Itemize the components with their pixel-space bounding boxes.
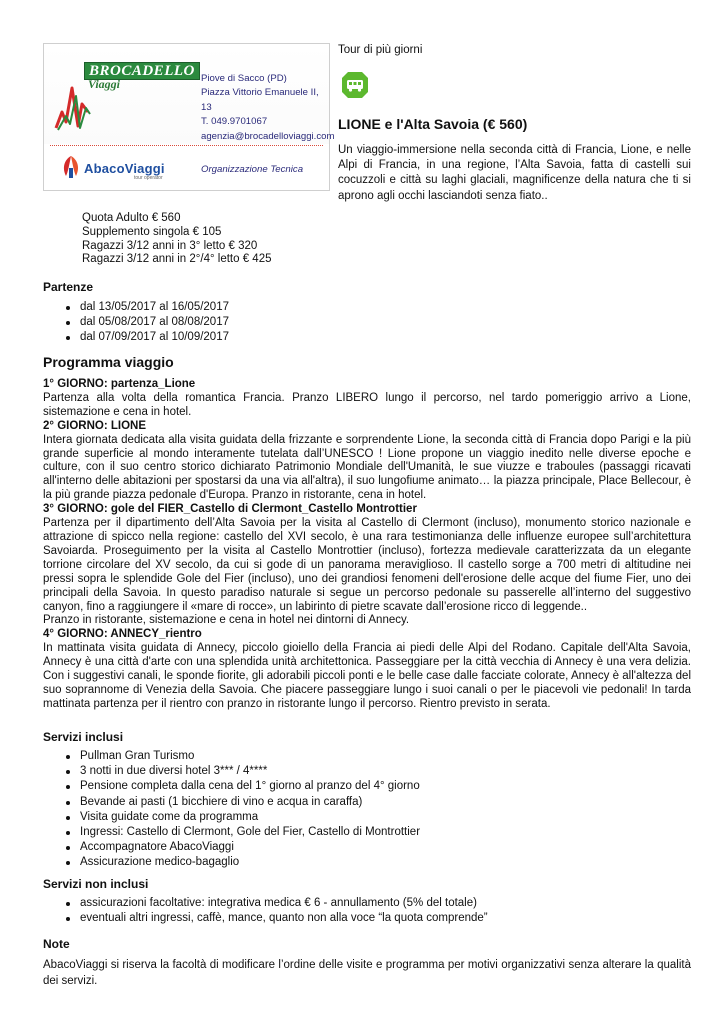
day-2-text: Intera giornata dedicata alla visita guidata della frizzante e sorprendente Lione, la seconda città di Francia dopo Parigi e la più grande superficie al mondo interamente tutelata dall’UNESCO ! Lione propone un viaggio inedito nelle diverse epoche e culture, con il suo centro storico dichiarato Patrimonio Mondiale dell'Umanità, le sue viuzze e traboules (passaggi ricavati all'interno delle abitazioni per spostarsi da una via all'altra), il suo lungofiume animato… la piazza principale, Place Bellecour, è la più grande piazza pedonale d'Europa. Pranzo in ristorante, cena in hotel. [43,433,691,502]
day-3-text-extra: Pranzo in ristorante, sistemazione e cena in hotel nei dintorni di Annecy. [43,614,410,627]
departures-heading: Partenze [43,280,94,294]
organization-label: Organizzazione Tecnica [201,164,304,175]
included-section [43,730,691,871]
day-3-text: Partenza per il dipartimento dell’Alta Savoia per la visita al Castello di Clermont (incluso), monumento storico nazionale e attrazione di spicco nella regione: castello del XVI secolo, è una rara testimonianza delle influenze europee sull’architettura Savoiarda. Proseguimento per la visita al Castello Montrottier (incluso), fortezza medievale caratterizzata da un elegante torrione circolare del XV secolo, da cui si gode di un panorama meraviglioso. Il castello sorge a 700 metri di altitudine nei pressi sopra le splendide Gole del Fier (incluso), uno dei grandiosi fenomeni dell'erosione delle acque del fiume Fier, uno dei principali della Savoia. In questo paradiso naturale si segue un percorso pedonale su passerelle all’interno del suggestivo canyon, fino a raggiungere il «mare di rocce», un labirinto di pietre scavate dall’erosione ricco di leggende.. [43,517,691,613]
list-item: Bevande ai pasti (1 bicchiere di vino e acqua in caraffa) [64,795,691,810]
day-2-title: 2° GIORNO: LIONE [43,419,146,432]
note-heading: Note [43,937,70,951]
brand-subtitle: Viaggi [88,77,121,91]
list-item: dal 13/05/2017 al 16/05/2017 [64,300,691,315]
operator-subtitle: tour operator [134,175,163,181]
list-item: assicurazioni facoltative: integrativa medica € 6 - annullamento (5% del totale) [64,896,691,911]
agency-email: agenzia@brocadelloviaggi.com [201,130,335,142]
not-included-section [43,877,691,926]
day-1-title: 1° GIORNO: partenza_Lione [43,378,196,390]
program-heading: Programma viaggio [43,354,174,370]
tour-type: Tour di più giorni [338,44,423,56]
agency-phone: T. 049.9701067 [201,116,268,128]
list-item: Assicurazione medico-bagaglio [64,855,691,870]
not-included-list [64,896,691,926]
logo-divider [50,145,323,146]
list-item: Visita guidate come da programma [64,810,691,825]
price-child-second-fourth-bed: Ragazzi 3/12 anni in 2°/4° letto € 425 [82,253,272,266]
included-heading: Servizi inclusi [43,730,124,744]
list-item: eventuali altri ingressi, caffè, mance, quanto non alla voce “la quota comprende” [64,911,691,926]
day-4-title: 4° GIORNO: ANNECY_rientro [43,628,202,641]
note-text: AbacoViaggi si riserva la facoltà di modificare l’ordine delle visite e programma per motivi organizzativi senza alterare la qualità dei servizi. [43,959,691,987]
not-included-heading: Servizi non inclusi [43,877,149,891]
abaco-globe-icon [60,154,82,180]
brand-name: BROCADELLO [84,62,200,80]
day-3-title: 3° GIORNO: gole del FIER_Castello di Clermont_Castello Montrottier [43,503,417,516]
list-item: Pullman Gran Turismo [64,749,691,764]
departures-list [64,300,691,346]
bus-icon [340,70,370,100]
departures-section [43,280,691,346]
operator-name: AbacoViaggi [84,161,165,176]
day-1-text: Partenza alla volta della romantica Francia. Pranzo LIBERO lungo il percorso, nel tardo pomeriggio arrivo a Lione, sistemazione e cena in hotel. [43,391,691,418]
list-item: dal 05/08/2017 al 08/08/2017 [64,315,691,330]
brocadello-logo-icon [52,82,192,132]
price-adult: Quota Adulto € 560 [82,212,181,224]
trip-title: LIONE e l'Alta Savoia (€ 560) [338,116,528,132]
note-section [43,937,691,989]
day-4-text: In mattinata visita guidata di Annecy, piccolo gioiello della Francia ai piedi delle Alpi del Rodano. Capitale dell'Alta Savoia, Annecy è una città d'arte con una splendida unità architettonica. Passeggiare per la città vecchia di Annecy è una vera delizia. Con i suggestivi canali, le sponde fiorite, gli adorabili piccoli ponti e le belle case dalle facciate colorate, Annecy è all'altezza del suo soprannome di Venezia della Savoia. Che piacere passeggiare lungo i suoi canali o per le piacevoli vie pedonali! In tarda mattinata partenza per il rientro con pranzo in ristorante lungo il percorso. Rientro previsto in serata. [43,642,691,710]
price-list [82,212,272,267]
list-item: Pensione completa dalla cena del 1° giorno al pranzo del 4° giorno [64,779,691,794]
agency-address: Piazza Vittorio Emanuele II, 13 [201,87,319,113]
price-child-third-bed: Ragazzi 3/12 anni in 3° letto € 320 [82,239,258,252]
agency-logo-box [43,43,335,191]
list-item: dal 07/09/2017 al 10/09/2017 [64,330,691,345]
list-item: Ingressi: Castello di Clermont, Gole del Fier, Castello di Montrottier [64,825,691,840]
list-item: 3 notti in due diversi hotel 3*** / 4**** [64,764,691,779]
program-days [43,378,691,712]
agency-city: Piove di Sacco (PD) [201,73,287,84]
included-list [64,749,691,871]
program-section [43,354,691,712]
agency-banner [44,44,335,144]
trip-intro: Un viaggio-immersione nella seconda città di Francia, Lione, e nelle Alpi di Francia, in una regione, l’Alta Savoia, fatta di castelli sui cocuzzoli e città su laghi glaciali, magnificenze della natura che ti si aprono agli occhi lasciandoti senza fiato.. [338,144,691,202]
price-single-supplement: Supplemento singola € 105 [82,225,222,238]
agency-contacts [201,72,335,144]
list-item: Accompagnatore AbacoViaggi [64,840,691,855]
abacoviaggi-logo [60,152,170,186]
